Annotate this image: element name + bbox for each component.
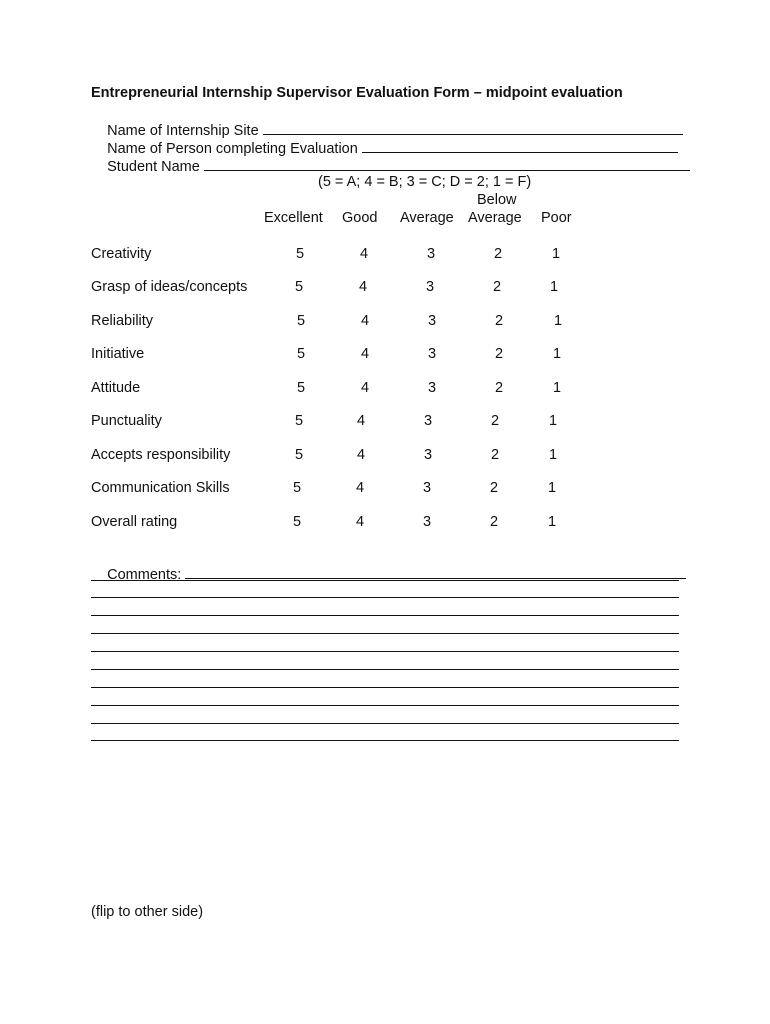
- comments-field: [91, 546, 686, 602]
- score-option[interactable]: 1: [549, 279, 559, 295]
- score-option[interactable]: 3: [427, 313, 437, 329]
- score-option[interactable]: 1: [548, 413, 558, 429]
- person-completing-label: Name of Person completing Evaluation: [107, 141, 358, 157]
- score-option[interactable]: 5: [296, 346, 306, 362]
- score-option[interactable]: 2: [494, 380, 504, 396]
- comment-line[interactable]: [91, 580, 679, 581]
- comment-line[interactable]: [91, 651, 679, 652]
- criteria-label: Punctuality: [91, 413, 162, 429]
- comment-line[interactable]: [91, 597, 679, 598]
- comment-line[interactable]: [91, 633, 679, 634]
- student-name-blank[interactable]: [204, 156, 690, 171]
- score-option[interactable]: 5: [296, 380, 306, 396]
- grade-scale-legend: (5 = A; 4 = B; 3 = C; D = 2; 1 = F): [318, 174, 532, 190]
- comment-line[interactable]: [91, 669, 679, 670]
- score-option[interactable]: 3: [422, 514, 432, 530]
- header-excellent: Excellent: [264, 210, 323, 226]
- score-option[interactable]: 4: [355, 514, 365, 530]
- score-option[interactable]: 5: [294, 413, 304, 429]
- score-option[interactable]: 5: [295, 246, 305, 262]
- header-poor: Poor: [541, 210, 572, 226]
- score-option[interactable]: 5: [294, 279, 304, 295]
- score-option[interactable]: 2: [490, 413, 500, 429]
- score-option[interactable]: 3: [422, 480, 432, 496]
- score-option[interactable]: 2: [489, 480, 499, 496]
- comment-line[interactable]: [91, 723, 679, 724]
- score-option[interactable]: 3: [427, 346, 437, 362]
- comment-line[interactable]: [91, 705, 679, 706]
- score-option[interactable]: 4: [360, 346, 370, 362]
- comments-blank[interactable]: [185, 564, 686, 579]
- score-option[interactable]: 2: [493, 246, 503, 262]
- comment-line[interactable]: [91, 740, 679, 741]
- score-option[interactable]: 4: [355, 480, 365, 496]
- comment-line[interactable]: [91, 687, 679, 688]
- score-option[interactable]: 3: [423, 447, 433, 463]
- score-option[interactable]: 2: [494, 346, 504, 362]
- header-below-average: Average: [468, 210, 522, 226]
- score-option[interactable]: 4: [358, 279, 368, 295]
- student-name-label: Student Name: [107, 159, 200, 175]
- form-title: Entrepreneurial Internship Supervisor Evaluation Form – midpoint evaluation: [91, 85, 623, 101]
- score-option[interactable]: 1: [552, 346, 562, 362]
- score-option[interactable]: 2: [489, 514, 499, 530]
- internship-site-label: Name of Internship Site: [107, 123, 259, 139]
- score-option[interactable]: 4: [360, 380, 370, 396]
- score-option[interactable]: 1: [553, 313, 563, 329]
- score-option[interactable]: 1: [547, 480, 557, 496]
- criteria-label: Initiative: [91, 346, 145, 362]
- below-label: Below: [477, 192, 517, 208]
- score-option[interactable]: 4: [356, 447, 366, 463]
- criteria-label: Accepts responsibility: [91, 447, 231, 463]
- score-option[interactable]: 2: [490, 447, 500, 463]
- score-option[interactable]: 3: [425, 279, 435, 295]
- criteria-label: Overall rating: [91, 514, 178, 530]
- criteria-label: Attitude: [91, 380, 141, 396]
- score-option[interactable]: 5: [294, 447, 304, 463]
- criteria-label: Grasp of ideas/concepts: [91, 279, 248, 295]
- score-option[interactable]: 2: [494, 313, 504, 329]
- score-option[interactable]: 3: [423, 413, 433, 429]
- comment-line[interactable]: [91, 615, 679, 616]
- score-option[interactable]: 5: [292, 514, 302, 530]
- score-option[interactable]: 5: [296, 313, 306, 329]
- header-average: Average: [400, 210, 454, 226]
- score-option[interactable]: 1: [551, 246, 561, 262]
- score-option[interactable]: 1: [547, 514, 557, 530]
- score-option[interactable]: 4: [360, 313, 370, 329]
- flip-note: (flip to other side): [91, 904, 204, 920]
- criteria-label: Communication Skills: [91, 480, 230, 496]
- score-option[interactable]: 3: [426, 246, 436, 262]
- score-option[interactable]: 4: [359, 246, 369, 262]
- criteria-label: Creativity: [91, 246, 152, 262]
- comments-label: Comments:: [107, 567, 182, 583]
- score-option[interactable]: 4: [356, 413, 366, 429]
- header-good: Good: [342, 210, 378, 226]
- criteria-label: Reliability: [91, 313, 154, 329]
- score-option[interactable]: 2: [492, 279, 502, 295]
- score-option[interactable]: 3: [427, 380, 437, 396]
- score-option[interactable]: 1: [552, 380, 562, 396]
- score-option[interactable]: 1: [548, 447, 558, 463]
- score-option[interactable]: 5: [292, 480, 302, 496]
